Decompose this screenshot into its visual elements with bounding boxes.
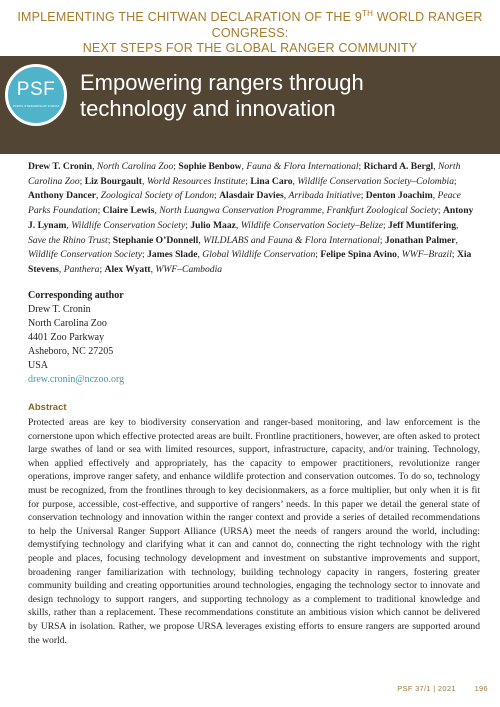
author-name: Antony J. Lynam (28, 205, 474, 231)
contact-street: 4401 Zoo Parkway (28, 332, 105, 343)
author-name: Jonathan Palmer (384, 234, 456, 246)
author-name: Drew T. Cronin (28, 161, 93, 172)
author-name: Stephanie O’Donnell (112, 234, 199, 246)
author-name: Julio Maaz (190, 219, 236, 231)
author-name: Liz Bourgault (84, 175, 143, 187)
author-affiliation: Save the Rhino Trust (28, 234, 108, 246)
abstract-body: Protected areas are key to biodiversity conservation and ranger-based monitoring, and law enforcement is the cornerstone upon which effective protected areas are built. Frontline practitioners, however, are often asked to protect large swathes of land or sea with limited resources, support, infrastructure, capacity, and/or training. Technology, when applied effectively and appropriately, has the capacity to empower practitioners, revolutionize ranger operations, improve ranger safety, and enhance wildlife protection and conservation outcomes. To do so, technology must be recognized, from the frontlines through to key decisionmakers, as a force multiplier, but only when it is fit for purpose, accessible, cost-effective, and supportive of rangers’ needs. In this paper we detail the general state of conservation technology and innovation within the ranger context and provide a series of detailed recommendations to help the Universal Ranger Support Alliance (URSA) meet the needs of rangers around the world, including: demystifying technology and clarifying what it can and cannot do, connecting the right technology with the right people and places, focusing technology development and investment on substantive improvements and support, broadening ranger familiarization with technology, building technology capacity in rangers, fostering greater community building and creating opportunities around technologies, engaging the technology sector to innovate and design technology to support rangers, and supporting technology as a complement to traditional knowledge and skills, rather than a replacement. These recommendations constitute an ambitious vision which cannot be delivered by URSA in isolation. Rather, we propose URSA leverages existing efforts to ensure rangers are supported around the world. (28, 417, 480, 646)
psf-logo-subtext: PARKS STEWARDSHIP FORUM (12, 104, 60, 108)
author-affiliation: World Resources Institute (146, 175, 246, 187)
article-title (80, 70, 440, 122)
abstract-heading: Abstract (28, 402, 67, 413)
author-affiliation: Global Wildlife Conservation (202, 249, 316, 261)
article-title-line2: technology and innovation (80, 96, 336, 121)
author-affiliation: North Luangwa Conservation Programme, Frankfurt Zoological Society (159, 205, 438, 217)
author-name: Alex Wyatt (104, 263, 151, 275)
contact-email-link[interactable]: drew.cronin@nczoo.org (28, 374, 125, 385)
psf-logo-text: PSF (16, 79, 56, 100)
author-affiliation: Wildlife Conservation Society (71, 219, 186, 231)
author-affiliation: WWF–Cambodia (155, 263, 223, 275)
contact-country: USA (28, 360, 49, 371)
contact-name: Drew T. Cronin (28, 304, 91, 315)
author-name: Alasdair Davies (219, 190, 284, 202)
author-name: Jeff Muntifering (388, 219, 456, 231)
author-name: Anthony Dancer (28, 190, 96, 202)
author-affiliation: North Carolina Zoo (28, 161, 461, 187)
author-affiliation: Wildlife Conservation Society–Belize (240, 219, 383, 231)
corresponding-author (28, 289, 124, 387)
author-affiliation: Wildlife Conservation Society (28, 249, 143, 261)
article-title-line1: Empowering rangers through (80, 70, 364, 95)
author-name: Lina Caro (250, 175, 293, 187)
author-affiliation: North Carolina Zoo (96, 161, 174, 172)
contact-org: North Carolina Zoo (28, 318, 107, 329)
author-list: Drew T. Cronin, North Carolina Zoo; Sophie Benbow, Fauna & Flora International; Richard A. Bergl, North Carolina Zoo; Liz Bourgault, World Resources Institute; Lina Caro, Wildlife Conservation Society–Colombia; Anthony Dancer, Zoological Society of London; Alasdair Davies, Arribada Initiative; Denton Joachim, Peace Parks Foundation; Claire Lewis, North Luangwa Conservation Programme, Frankfurt Zoological Society; Antony J. Lynam, Wildlife Conservation Society; Julio Maaz, Wildlife Conservation Society–Belize; Jeff Muntifering, Save the Rhino Trust; Stephanie O’Donnell, WILDLABS and Fauna & Flora International; Jonathan Palmer, Wildlife Conservation Society; James Slade, Global Wildlife Conservation; Felipe Spina Avino, WWF–Brazil; Xia Stevens, Panthera; Alex Wyatt, WWF–Cambodia (28, 161, 474, 275)
author-affiliation: Arribada Initiative (288, 190, 361, 202)
author-affiliation: Fauna & Flora International (246, 161, 359, 172)
author-name: Denton Joachim (365, 190, 433, 202)
abstract-section (28, 402, 480, 647)
page-footer (397, 684, 488, 693)
author-name: James Slade (147, 249, 198, 261)
author-affiliation: Panthera (63, 263, 100, 275)
series-title-line1: IMPLEMENTING THE CHITWAN DECLARATION OF THE 9TH WORLD RANGER CONGRESS: (17, 9, 483, 40)
author-name: Felipe Spina Avino (320, 249, 397, 261)
series-title-line2: NEXT STEPS FOR THE GLOBAL RANGER COMMUNITY (82, 41, 418, 56)
author-name: Xia Stevens (28, 249, 472, 275)
title-banner (0, 56, 500, 154)
contact-city: Asheboro, NC 27205 (28, 346, 114, 357)
author-affiliation: Peace Parks Foundation (28, 190, 461, 217)
author-affiliation: WILDLABS and Fauna & Flora International (203, 234, 380, 246)
page-number: 196 (474, 684, 488, 693)
author-name: Claire Lewis (102, 205, 155, 217)
corresponding-author-heading: Corresponding author (28, 290, 124, 301)
author-name: Sophie Benbow (178, 161, 242, 172)
psf-logo (5, 64, 67, 126)
journal-issue: PSF 37/1 | 2021 (397, 684, 456, 693)
author-affiliation: Wildlife Conservation Society–Colombia (297, 175, 454, 187)
author-affiliation: Zoological Society of London (100, 190, 215, 202)
author-name: Richard A. Bergl (363, 161, 434, 172)
author-affiliation: WWF–Brazil (401, 249, 452, 261)
